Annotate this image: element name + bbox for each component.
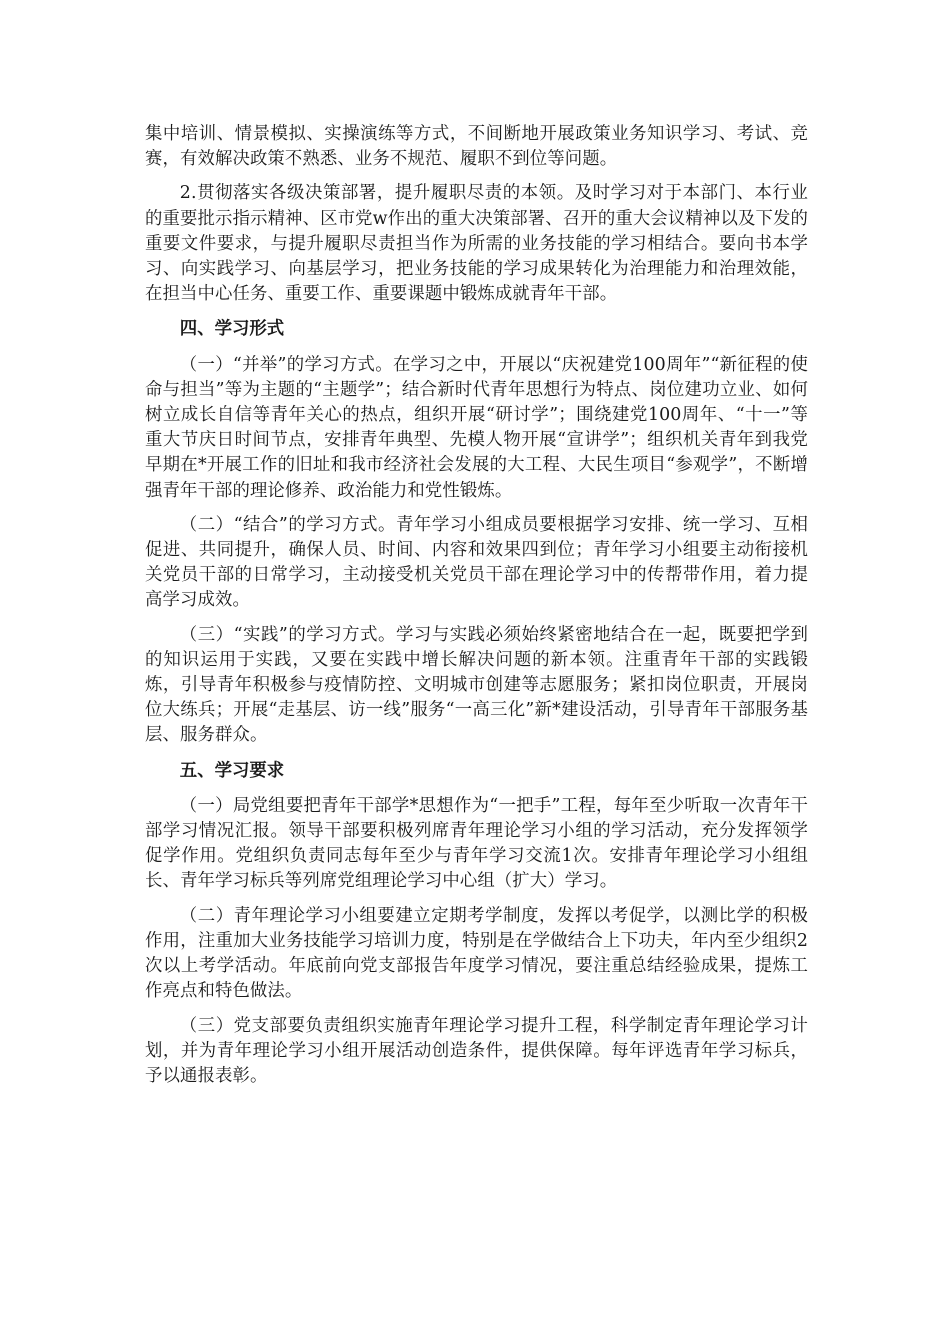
- section-heading-5: 五、学习要求: [179, 760, 285, 781]
- paragraph-5-1: （一）局党组要把青年干部学*思想作为“一把手”工程，每年至少听取一次青年干部学习情况汇报。领导干部要积极列席青年理论学习小组的学习活动，充分发挥领学促学作用。党组织负责同志每年至少与青年学习交流1次。安排青年理论学习小组组长、青年学习标兵等列席党组理论学习中心组（扩大）学习。: [145, 795, 808, 892]
- paragraph-4-1: （一）“并举”的学习方式。在学习之中，开展以“庆祝建党100周年”“新征程的使命与担当”等为主题的“主题学”；结合新时代青年思想行为特点、岗位建功立业、如何树立成长自信等青年关心的热点，组织开展“研讨学”；围绕建党100周年、“十一”等重大节庆日时间节点，安排青年典型、先模人物开展“宣讲学”；组织机关青年到我党早期在*开展工作的旧址和我市经济社会发展的大工程、大民生项目“参观学”，不断增强青年干部的理论修养、政治能力和党性锻炼。: [145, 354, 808, 501]
- paragraph-4-3: （三）“实践”的学习方式。学习与实践必须始终紧密地结合在一起，既要把学到的知识运用于实践，又要在实践中增长解决问题的新本领。注重青年干部的实践锻炼，引导青年积极参与疫情防控、文明城市创建等志愿服务；紧扣岗位职责，开展岗位大练兵；开展“走基层、访一线”服务“一高三化”新*建设活动，引导青年干部服务基层、服务群众。: [145, 624, 808, 746]
- paragraph-4-2: （二）“结合”的学习方式。青年学习小组成员要根据学习安排、统一学习、互相促进、共同提升，确保人员、时间、内容和效果四到位；青年学习小组要主动衔接机关党员干部的日常学习，主动接受机关党员干部在理论学习中的传帮带作用，着力提高学习成效。: [145, 514, 808, 611]
- paragraph-5-2: （二）青年理论学习小组要建立定期考学制度，发挥以考促学，以测比学的积极作用，注重加大业务技能学习培训力度，特别是在学做结合上下功夫，年内至少组织2次以上考学活动。年底前向党支部报告年度学习情况，要注重总结经验成果，提炼工作亮点和特色做法。: [145, 905, 808, 1002]
- paragraph-item-2: 2.贯彻落实各级决策部署，提升履职尽责的本领。及时学习对于本部门、本行业的重要批示指示精神、区市党w作出的重大决策部署、召开的重大会议精神以及下发的重要文件要求，与提升履职尽责担当作为所需的业务技能的学习相结合。要向书本学习、向实践学习、向基层学习，把业务技能的学习成果转化为治理能力和治理效能，在担当中心任务、重要工作、重要课题中锻炼成就青年干部。: [145, 183, 808, 305]
- document-page: [145, 122, 808, 1089]
- paragraph-5-3: （三）党支部要负责组织实施青年理论学习提升工程，科学制定青年理论学习计划，并为青年理论学习小组开展活动创造条件，提供保障。每年评选青年学习标兵，予以通报表彰。: [145, 1015, 808, 1086]
- section-heading-4: 四、学习形式: [179, 319, 285, 340]
- paragraph-intro: 集中培训、情景模拟、实操演练等方式，不间断地开展政策业务知识学习、考试、竞赛，有效解决政策不熟悉、业务不规范、履职不到位等问题。: [145, 124, 808, 170]
